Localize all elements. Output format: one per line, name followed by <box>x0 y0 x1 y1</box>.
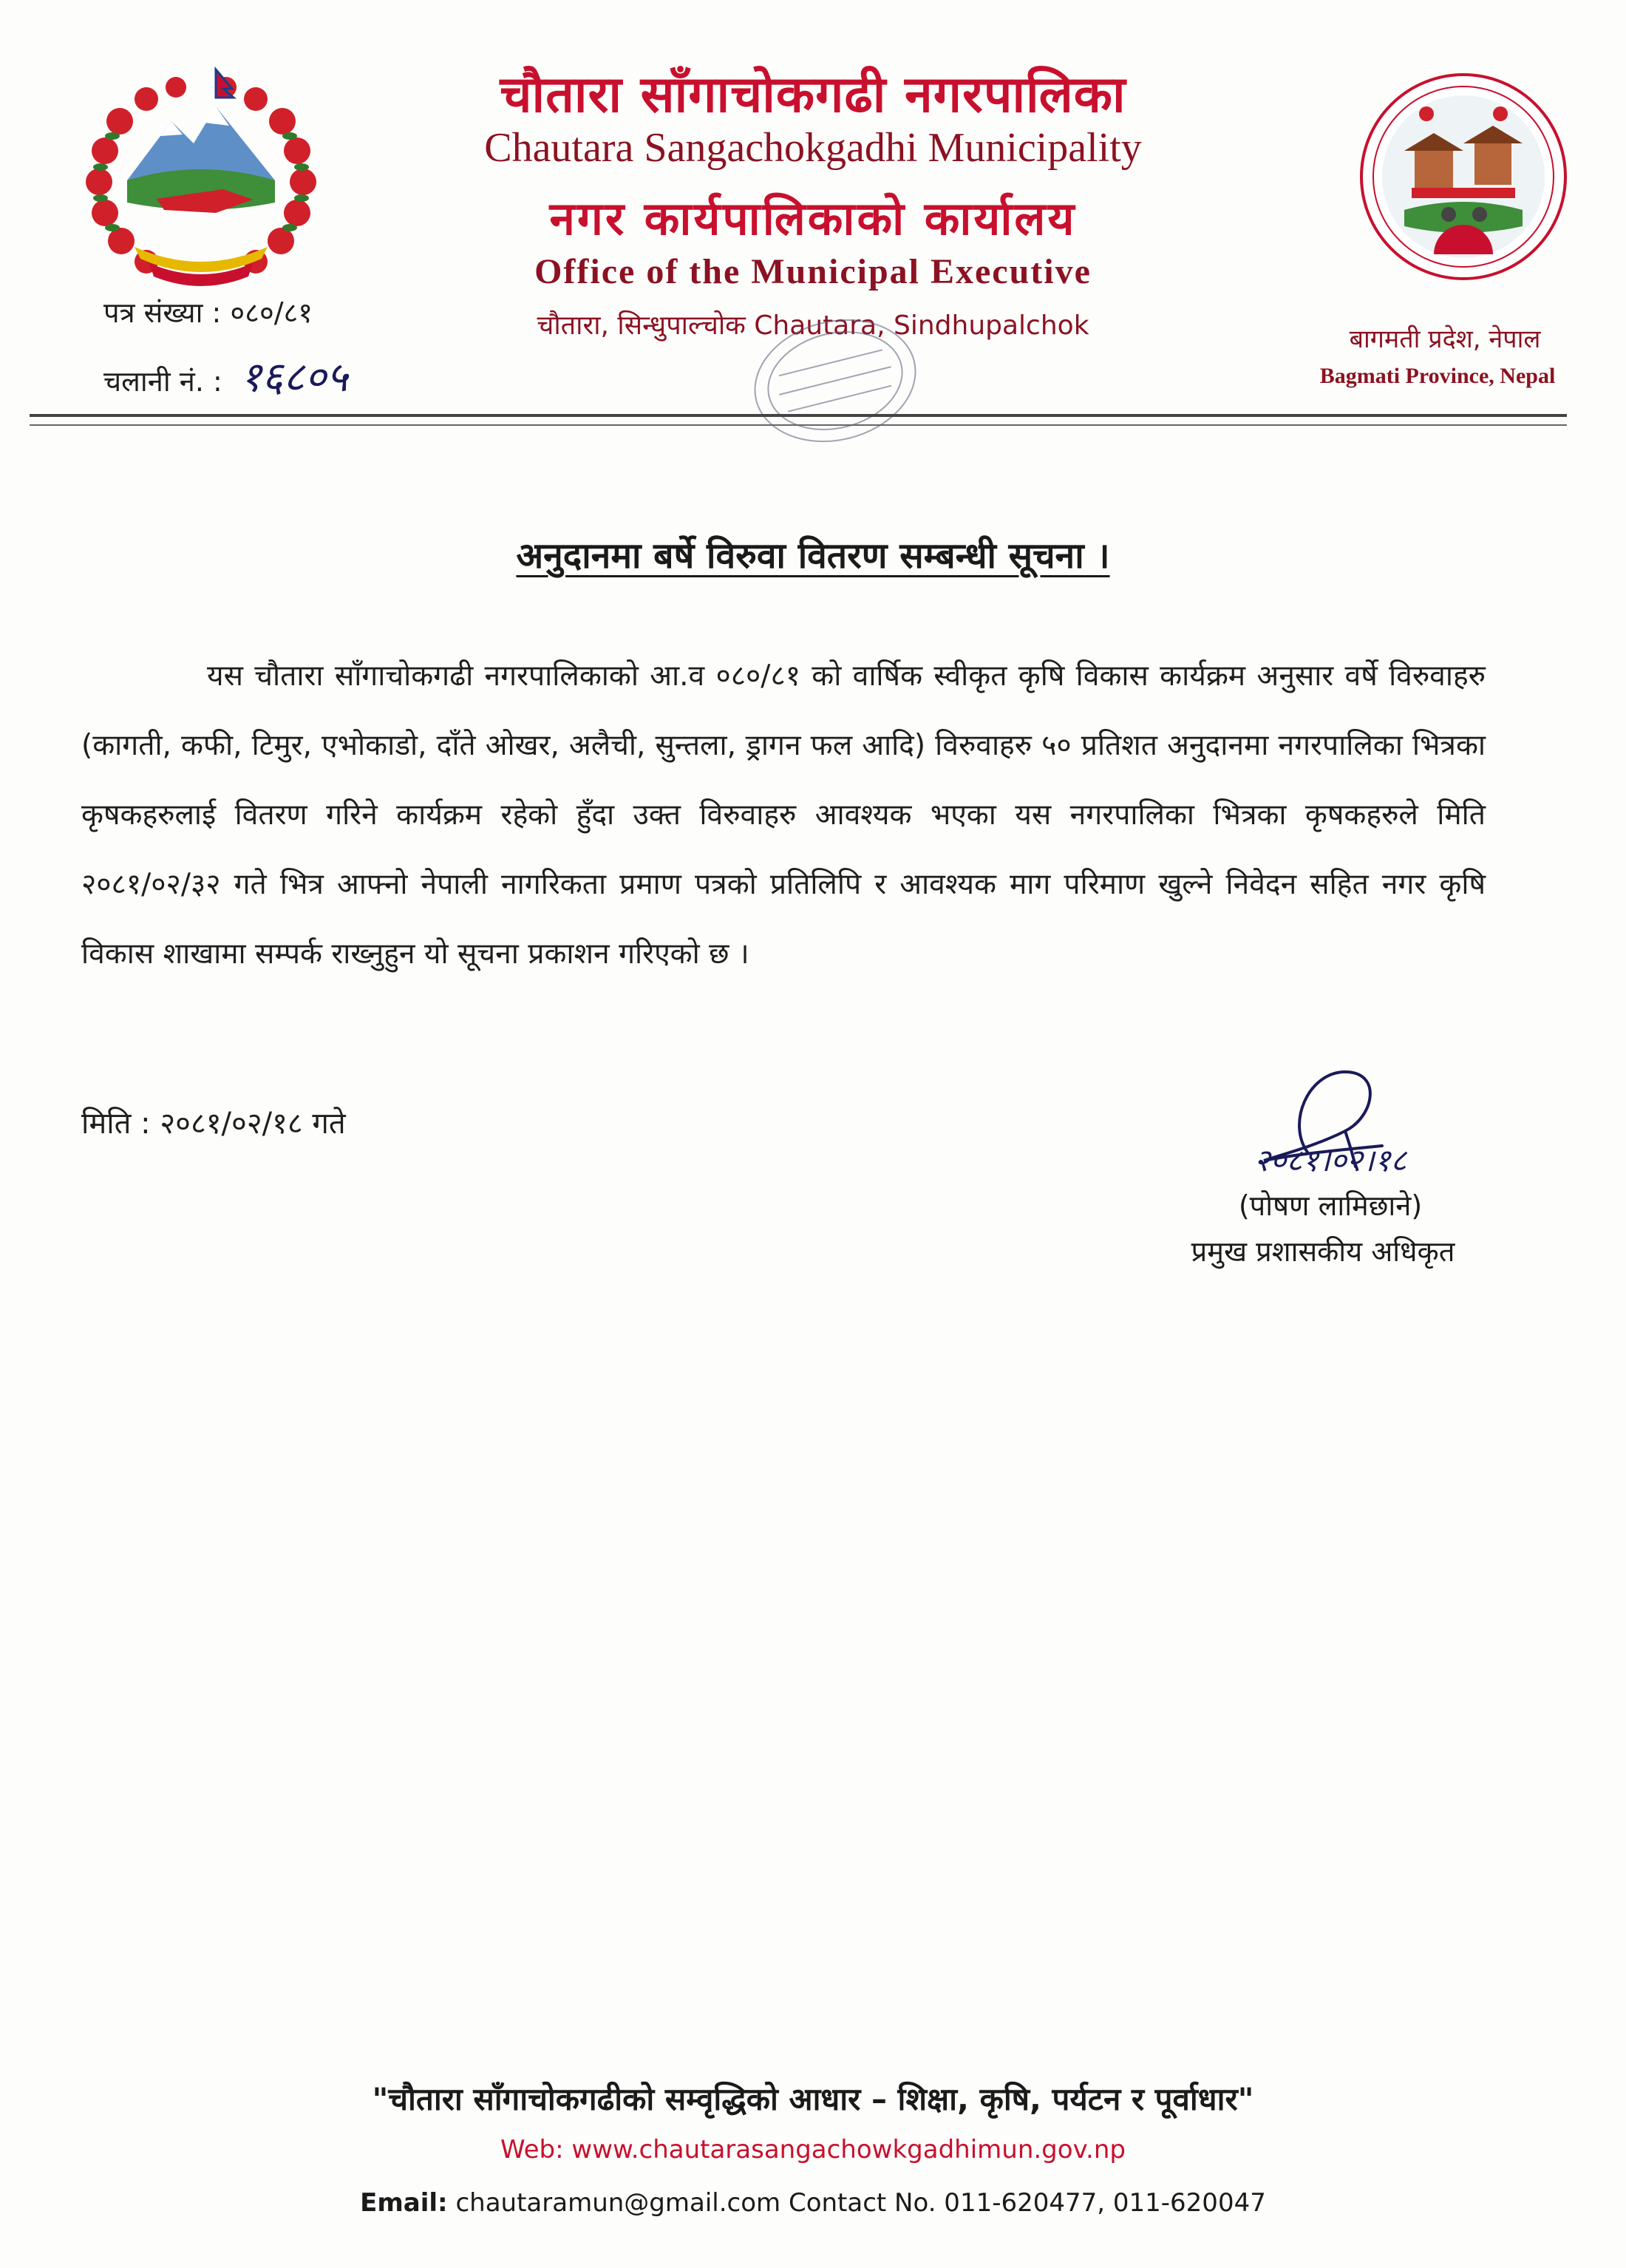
municipality-name-np: चौतारा साँगाचोकगढी नगरपालिका <box>500 66 1126 124</box>
dispatch-value: १६८०५ <box>239 353 348 401</box>
nepal-emblem-icon <box>68 55 334 291</box>
office-name-en: Office of the Municipal Executive <box>534 252 1092 291</box>
notice-date: मिति : २०८१/०२/१८ गते <box>81 1107 346 1141</box>
signatory-title: प्रमुख प्रशासकीय अधिकृत <box>1191 1235 1455 1268</box>
email-link[interactable]: chautaramun@gmail.com <box>455 2188 781 2218</box>
office-name-np: नगर कार्यपालिकाको कार्यालय <box>549 191 1077 245</box>
signature-date: २०८१।०२।१८ <box>1253 1142 1407 1178</box>
dispatch-number <box>103 347 348 404</box>
contact-numbers: Contact No. 011-620477, 011-620047 <box>788 2188 1266 2218</box>
letter-ref-number <box>103 293 313 331</box>
municipality-name-en: Chautara Sangachokgadhi Municipality <box>484 125 1142 171</box>
footer-contact <box>148 2188 1478 2218</box>
ref-label: पत्र संख्या : <box>103 296 222 329</box>
province-en: Bagmati Province, Nepal <box>1319 364 1556 388</box>
notice-body: यस चौतारा साँगाचोकगढी नगरपालिकाको आ.व ०८०/८१ को वार्षिक स्वीकृत कृषि विकास कार्यक्रम अनुसार वर्षे विरुवाहरु (कागती, कफी, टिमुर, एभोकाडो, दाँते ओखर, अलैची, सुन्तला, ड्रागन फल आदि) विरुवाहरु ५० प्रतिशत अनुदानमा नगरपालिका भित्रका कृषकहरुलाई वितरण गरिने कार्यक्रम रहेको हुँदा उक्त विरुवाहरु आवश्यक भएका यस नगरपालिका भित्रका कृषकहरुले मिति २०८१/०२/३२ गते भित्र आफ्नो नेपाली नागरिकता प्रमाण पत्रको प्रतिलिपि र आवश्यक माग परिमाण खुल्ने निवेदन सहित नगर कृषि विकास शाखामा सम्पर्क राख्नुहुन यो सूचना प्रकाशन गरिएको छ । <box>81 659 1486 971</box>
footer-motto: "चौतारा साँगाचोकगढीको सम्वृद्धिको आधार – शिक्षा, कृषि, पर्यटन र पूर्वाधार" <box>372 2081 1254 2117</box>
province-np: बागमती प्रदेश, नेपाल <box>1349 325 1541 354</box>
office-stamp-icon <box>739 303 931 458</box>
municipality-logo-icon <box>1353 69 1574 284</box>
header-divider-thin <box>30 424 1567 426</box>
ref-value: ०८०/८१ <box>230 296 313 329</box>
email-label: Email: <box>360 2188 448 2218</box>
header-divider <box>30 414 1567 417</box>
notice-subject-text: अनुदानमा बर्षे विरुवा वितरण सम्बन्धी सूचना । <box>516 535 1110 577</box>
dispatch-label: चलानी नं. : <box>103 365 222 398</box>
notice-subject <box>222 531 1404 579</box>
office-address: चौतारा, सिन्धुपाल्चोक Chautara, Sindhupalchok <box>537 310 1089 341</box>
footer-website: Web: www.chautarasangachowkgadhimun.gov.np <box>500 2135 1126 2165</box>
signatory-name: (पोषण लामिछाने) <box>1238 1189 1423 1222</box>
